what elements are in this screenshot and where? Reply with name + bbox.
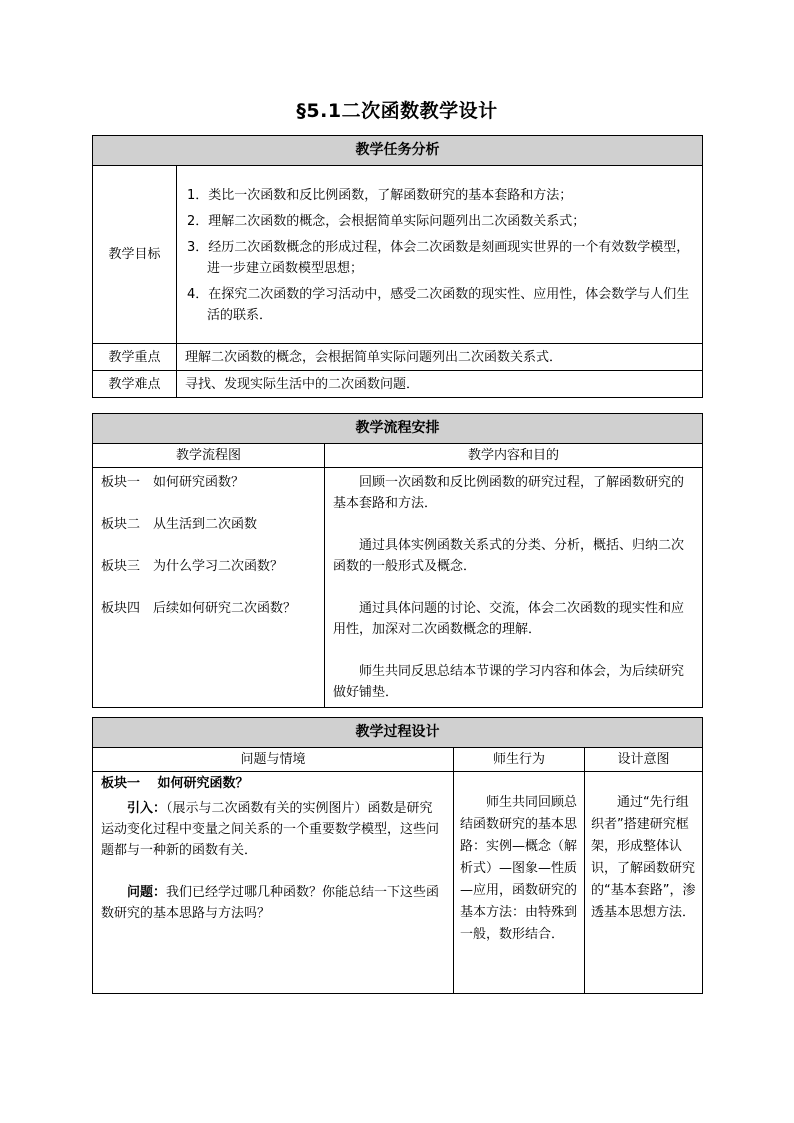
process-col-behavior: 师生行为 (454, 748, 585, 772)
flow-block-item: 板块一 如何研究函数？ (101, 475, 245, 490)
flow-block-item: 板块二 从生活到二次函数 (101, 517, 258, 532)
flow-block-item: 板块三 为什么学习二次函数？ (101, 559, 284, 574)
task-analysis-table (92, 135, 703, 398)
flow-content-item: 师生共同反思总结本节课的学习内容和体会，为后续研究做好铺垫． (333, 664, 685, 700)
goals-list (177, 166, 703, 344)
process-col-intent: 设计意图 (585, 748, 703, 772)
goals-label: 教学目标 (93, 166, 177, 344)
flow-header: 教学流程安排 (93, 414, 703, 444)
flow-col-chart: 教学流程图 (93, 444, 325, 468)
design-intent: 通过“先行组织者”搭建研究框架，形成整体认识，了解函数研究的“基本套路”，渗透基本思想方法． (585, 772, 703, 994)
key-point-label: 教学重点 (93, 344, 177, 371)
question-paragraph (101, 882, 445, 924)
problem-cell (93, 772, 454, 994)
goal-item: 1．类比一次函数和反比例函数，了解函数研究的基本套路和方法； (187, 187, 573, 203)
flow-table (92, 413, 703, 708)
task-analysis-header: 教学任务分析 (93, 136, 703, 166)
question-text: 我们已经学过哪几种函数？你能总结一下这些函数研究的基本思路与方法吗？ (101, 885, 440, 921)
flow-content-item: 通过具体问题的讨论、交流，体会二次函数的现实性和应用性，加深对二次函数概念的理解． (333, 601, 685, 637)
flow-col-content: 教学内容和目的 (325, 444, 703, 468)
intro-paragraph (101, 798, 445, 861)
flow-block-item: 板块四 后续如何研究二次函数？ (101, 601, 297, 616)
goal-item: 2．理解二次函数的概念，会根据简单实际问题列出二次函数关系式； (187, 213, 586, 229)
block-title: 板块一 如何研究函数？ (101, 776, 249, 791)
key-point-text: 理解二次函数的概念，会根据简单实际问题列出二次函数关系式． (177, 344, 703, 371)
flow-blocks (93, 468, 325, 708)
intro-text: （展示与二次函数有关的实例图片）函数是研究运动变化过程中变量之间关系的一个重要数学模型，这些问题都与一种新的函数有关． (101, 801, 440, 858)
process-header: 教学过程设计 (93, 718, 703, 748)
difficulty-text: 寻找、发现实际生活中的二次函数问题． (177, 371, 703, 398)
teacher-student-behavior: 师生共同回顾总结函数研究的基本思路：实例—概念（解析式）—图象—性质—应用，函数研究的基本方法：由特殊到一般，数形结合． (454, 772, 585, 994)
flow-contents (325, 468, 703, 708)
page-title: §5.1二次函数教学设计 (296, 100, 498, 122)
flow-content-item: 回顾一次函数和反比例函数的研究过程，了解函数研究的基本套路和方法． (333, 475, 685, 511)
goal-item: 3．经历二次函数概念的形成过程，体会二次函数是刻画现实世界的一个有效数学模型，进一步建立函数模型思想； (187, 239, 690, 276)
difficulty-label: 教学难点 (93, 371, 177, 398)
goal-item: 4．在探究二次函数的学习活动中，感受二次函数的现实性、应用性，体会数学与人们生活的联系． (187, 286, 690, 323)
flow-content-item: 通过具体实例函数关系式的分类、分析，概括、归纳二次函数的一般形式及概念． (333, 538, 685, 574)
question-label: 问题： (127, 885, 167, 900)
intro-label: 引入： (127, 801, 167, 816)
process-table (92, 717, 703, 994)
process-col-problem: 问题与情境 (93, 748, 454, 772)
